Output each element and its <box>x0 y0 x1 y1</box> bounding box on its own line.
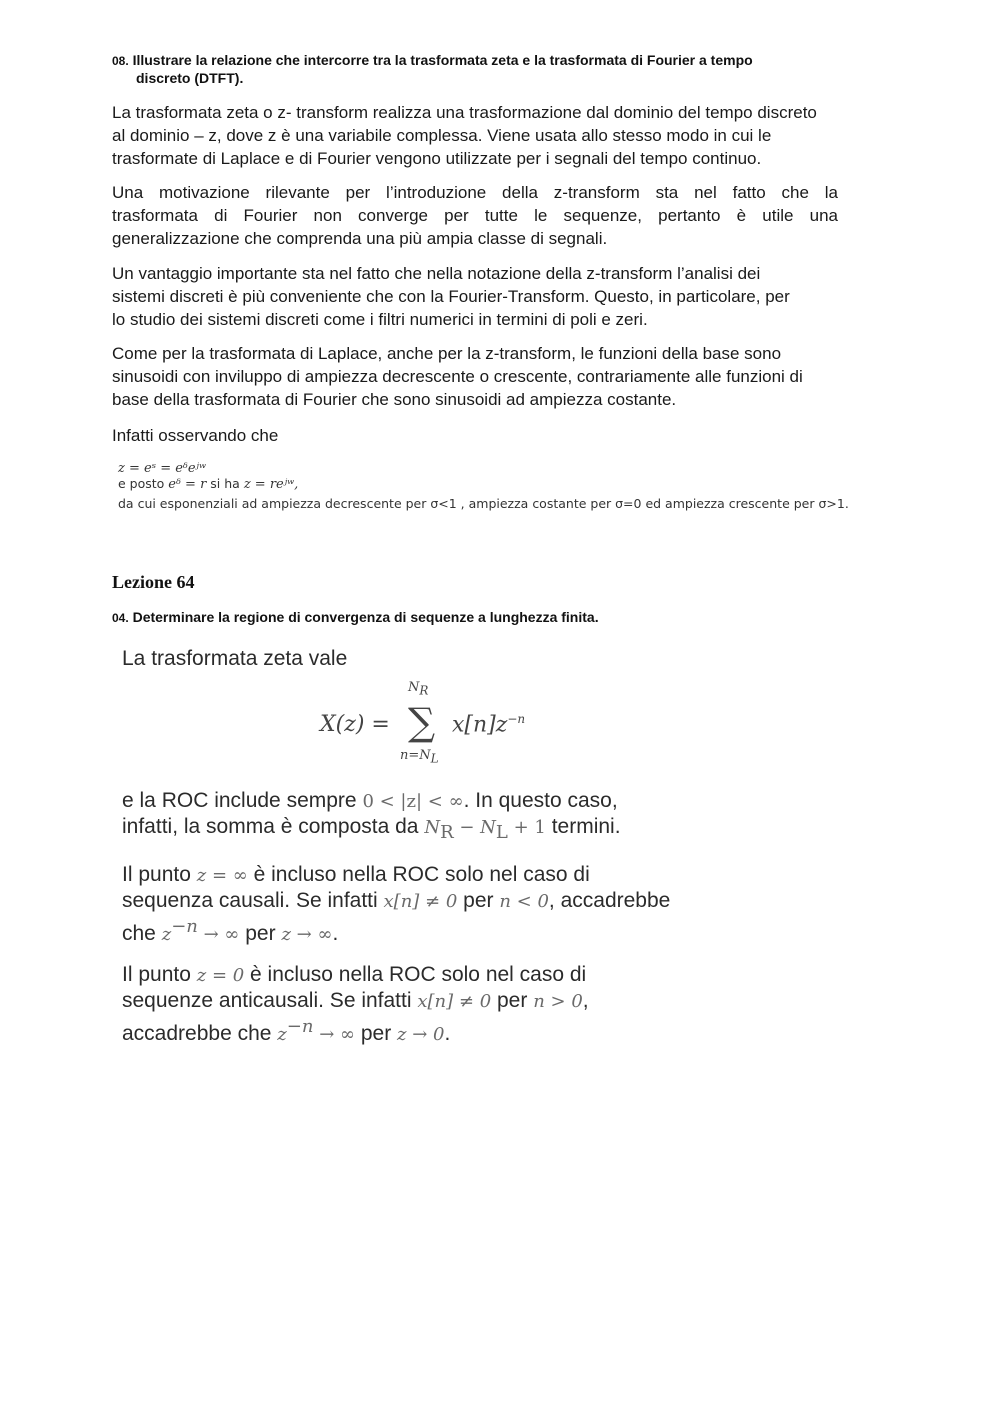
image-text-conclusion: da cui esponenziali ad ampiezza decrescente per σ<1 , ampiezza costante per σ=0 ed ampiezza crescente per σ>1. <box>118 496 849 511</box>
question-title: Determinare la regione di convergenza di sequenze a lunghezza finita. <box>132 609 599 625</box>
slide-line: infatti, la somma è composta da $N_R - N_L + 1$ termini. <box>122 815 621 844</box>
paragraph-line: trasformate di Laplace e di Fourier vengono utilizzate per i segnali del tempo continuo. <box>112 149 762 168</box>
paragraph-3 <box>112 262 838 331</box>
slide-intro: La trasformata zeta vale <box>122 647 348 670</box>
question-08-heading <box>112 52 753 87</box>
slide-line: e la ROC include sempre 0 < |z| < ∞. In questo caso, <box>122 789 618 812</box>
paragraph-line: Infatti osservando che <box>112 426 279 445</box>
paragraph-line: La trasformata zeta o z- transform realizza una trasformazione dal dominio del tempo discreto <box>112 103 817 122</box>
slide-line: accadrebbe che $z^{-n}$ → ∞ per z → 0. <box>122 1016 451 1045</box>
question-number: 08. <box>112 54 129 68</box>
slide-line: Il punto z = 0 è incluso nella ROC solo nel caso di <box>122 963 587 986</box>
paragraph-line: generalizzazione che comprenda una più ampia classe di segnali. <box>112 229 608 248</box>
question-04-heading <box>112 609 599 627</box>
paragraph-line: trasformata di Fourier non converge per tutte le sequenze, pertanto è utile una <box>112 206 838 225</box>
paragraph-line: sinusoidi con inviluppo di ampiezza decrescente o crescente, contrariamente alle funzioni di <box>112 367 803 386</box>
equation-z-polar: z = reʲʷ, <box>243 477 299 492</box>
sum-symbol: ∑ <box>408 700 436 744</box>
question-number: 04. <box>112 611 129 625</box>
embedded-slide-image <box>120 640 720 1050</box>
equation-z-exp: z = eˢ = eᵟeʲʷ <box>118 461 206 476</box>
paragraph-line: sistemi discreti è più conveniente che con la Fourier-Transform. Questo, in particolare, per <box>112 287 790 306</box>
paragraph-line: Come per la trasformata di Laplace, anche per la z-transform, le funzioni della base sono <box>112 344 782 363</box>
paragraph-2 <box>112 181 838 250</box>
z-transform-formula <box>320 680 620 770</box>
lesson-heading: Lezione 64 <box>112 572 195 592</box>
slide-line: Il punto z = ∞ è incluso nella ROC solo nel caso di <box>122 863 590 886</box>
embedded-image-equations <box>118 460 849 511</box>
paragraph-1 <box>112 101 838 170</box>
question-title-line1: Illustrare la relazione che intercorre tra la trasformata zeta e la trasformata di Fourier a tempo <box>132 52 753 68</box>
slide-line: sequenze anticausali. Se infatti x[n] ≠ 0 per n > 0, <box>122 989 589 1012</box>
image-text: e posto <box>118 476 165 491</box>
formula-upper-limit: $N_R$ <box>408 680 429 698</box>
paragraph-4 <box>112 342 838 411</box>
paragraph-line: Una motivazione rilevante per l’introduzione della z-transform sta nel fatto che la <box>112 183 838 202</box>
paragraph-5 <box>112 424 838 447</box>
paragraph-line: al dominio – z, dove z è una variabile complessa. Viene usata allo stesso modo in cui le <box>112 126 772 145</box>
slide-line: sequenza causali. Se infatti x[n] ≠ 0 per n < 0, accadrebbe <box>122 889 671 912</box>
slide-line: che $z^{-n}$ → ∞ per z → ∞. <box>122 916 339 945</box>
paragraph-line: Un vantaggio importante sta nel fatto che nella notazione della z-transform l’analisi dei <box>112 264 761 283</box>
paragraph-line: lo studio dei sistemi discreti come i filtri numerici in termini di poli e zeri. <box>112 310 648 329</box>
image-text: si ha <box>210 476 240 491</box>
question-title-line2: discreto (DTFT). <box>136 70 244 86</box>
paragraph-line: base della trasformata di Fourier che sono sinusoidi ad ampiezza costante. <box>112 390 677 409</box>
formula-rhs: $x[n]z^{-n}$ <box>452 712 526 738</box>
formula-lhs: X(z) = <box>320 712 390 737</box>
formula-lower-limit: $n=N_L$ <box>400 748 439 766</box>
equation-e-sigma: eᵟ = r <box>168 477 207 492</box>
